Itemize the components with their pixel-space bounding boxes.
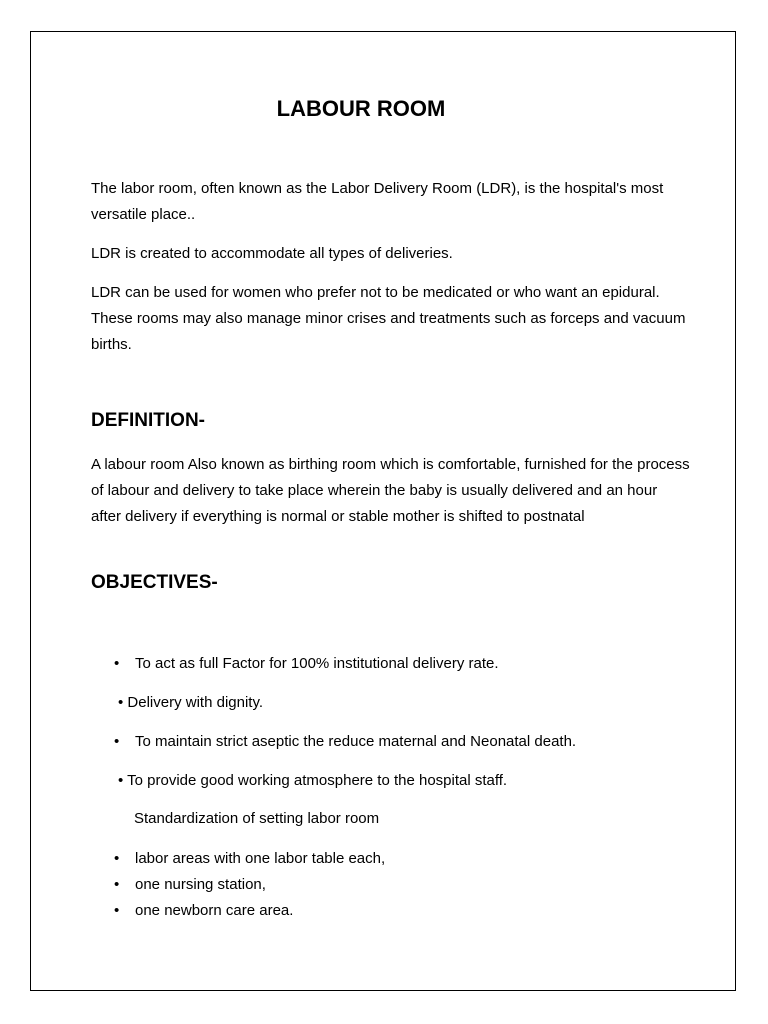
definition-heading: DEFINITION- <box>91 410 205 431</box>
standardization-item-1 <box>114 849 385 869</box>
objective-item-1 <box>114 654 499 674</box>
standardization-item-3 <box>114 901 293 921</box>
objective-item-2: • Delivery with dignity. <box>118 694 264 711</box>
page-title: LABOUR ROOM <box>276 96 446 121</box>
standardization-item-2 <box>114 875 266 895</box>
objectives-heading: OBJECTIVES- <box>91 572 218 593</box>
definition-text: A labour room Also known as birthing room which is comfortable, furnished for the process of labour and delivery to take place wherein the baby is usually delivered and an hour after delivery if everything is normal or stable mother is shifted to postnatal <box>91 456 690 525</box>
objective-item-4: • To provide good working atmosphere to the hospital staff. <box>118 772 508 789</box>
objective-text: To maintain strict aseptic the reduce maternal and Neonatal death. <box>135 733 577 750</box>
bullet-icon: • <box>114 876 120 893</box>
intro-paragraph-3: LDR can be used for women who prefer not to be medicated or who want an epidural. These rooms may also manage minor crises and treatments such as forceps and vacuum births. <box>91 284 686 353</box>
objective-text: To act as full Factor for 100% institutional delivery rate. <box>135 655 499 672</box>
intro-paragraph-2: LDR is created to accommodate all types of deliveries. <box>91 245 453 262</box>
standardization-item-text: labor areas with one labor table each, <box>135 850 386 867</box>
bullet-icon: • <box>114 655 120 672</box>
standardization-item-text: one newborn care area. <box>135 902 294 919</box>
bullet-icon: • <box>114 902 120 919</box>
standardization-text: Standardization of setting labor room <box>134 810 380 827</box>
standardization-item-text: one nursing station, <box>135 876 266 893</box>
intro-paragraph-1: The labor room, often known as the Labor Delivery Room (LDR), is the hospital's most versatile place.. <box>91 180 664 223</box>
objective-item-3 <box>114 732 576 752</box>
bullet-icon: • <box>114 733 120 750</box>
bullet-icon: • <box>114 850 120 867</box>
